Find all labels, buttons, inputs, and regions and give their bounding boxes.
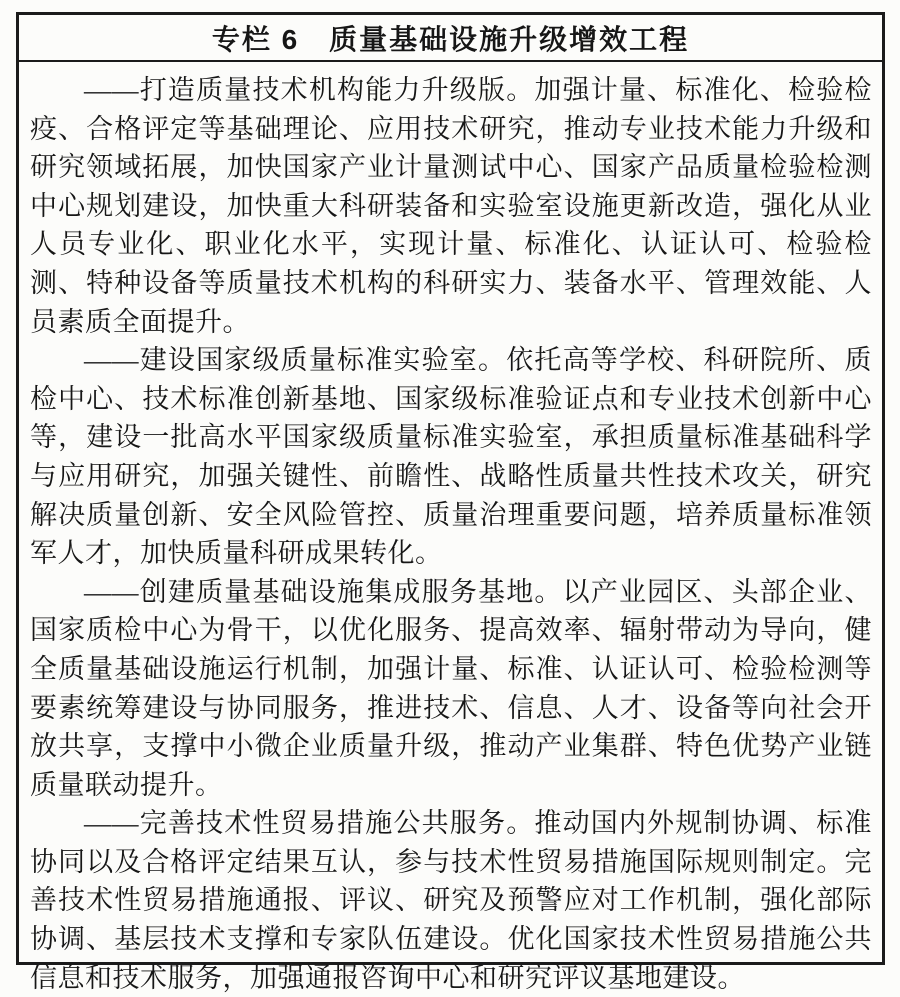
box-body	[19, 62, 882, 997]
box-paragraph-1: ——打造质量技术机构能力升级版。加强计量、标准化、检验检疫、合格评定等基础理论、应用技术研究，推动专业技术能力升级和研究领域拓展，加快国家产业计量测试中心、国家产品质量检验检测中心规划建设，加快重大科研装备和实验室设施更新改造，强化从业人员专业化、职业化水平，实现计量、标准化、认证认可、检验检测、特种设备等质量技术机构的科研实力、装备水平、管理效能、人员素质全面提升。	[30, 75, 872, 337]
box-header	[19, 15, 882, 62]
box-paragraph-4: ——完善技术性贸易措施公共服务。推动国内外规制协调、标准协同以及合格评定结果互认，参与技术性贸易措施国际规则制定。完善技术性贸易措施通报、评议、研究及预警应对工作机制，强化部际协调、基层技术支撑和专家队伍建设。优化国家技术性贸易措施公共信息和技术服务，加强通报咨询中心和研究评议基地建设。	[30, 808, 872, 993]
box-paragraph-3: ——创建质量基础设施集成服务基地。以产业园区、头部企业、国家质检中心为骨干，以优化服务、提高效率、辐射带动为导向，健全质量基础设施运行机制，加强计量、标准、认证认可、检验检测等要素统筹建设与协同服务，推进技术、信息、人才、设备等向社会开放共享，支撑中小微企业质量升级，推动产业集群、特色优势产业链质量联动提升。	[30, 576, 872, 800]
box-title: 专栏 6 质量基础设施升级增效工程	[211, 23, 690, 55]
feature-box	[16, 12, 885, 993]
box-paragraph-2: ——建设国家级质量标准实验室。依托高等学校、科研院所、质检中心、技术标准创新基地、国家级标准验证点和专业技术创新中心等，建设一批高水平国家级质量标准实验室，承担质量标准基础科学与应用研究，加强关键性、前瞻性、战略性质量共性技术攻关，研究解决质量创新、安全风险管控、质量治理重要问题，培养质量标准领军人才，加快质量科研成果转化。	[30, 345, 872, 569]
